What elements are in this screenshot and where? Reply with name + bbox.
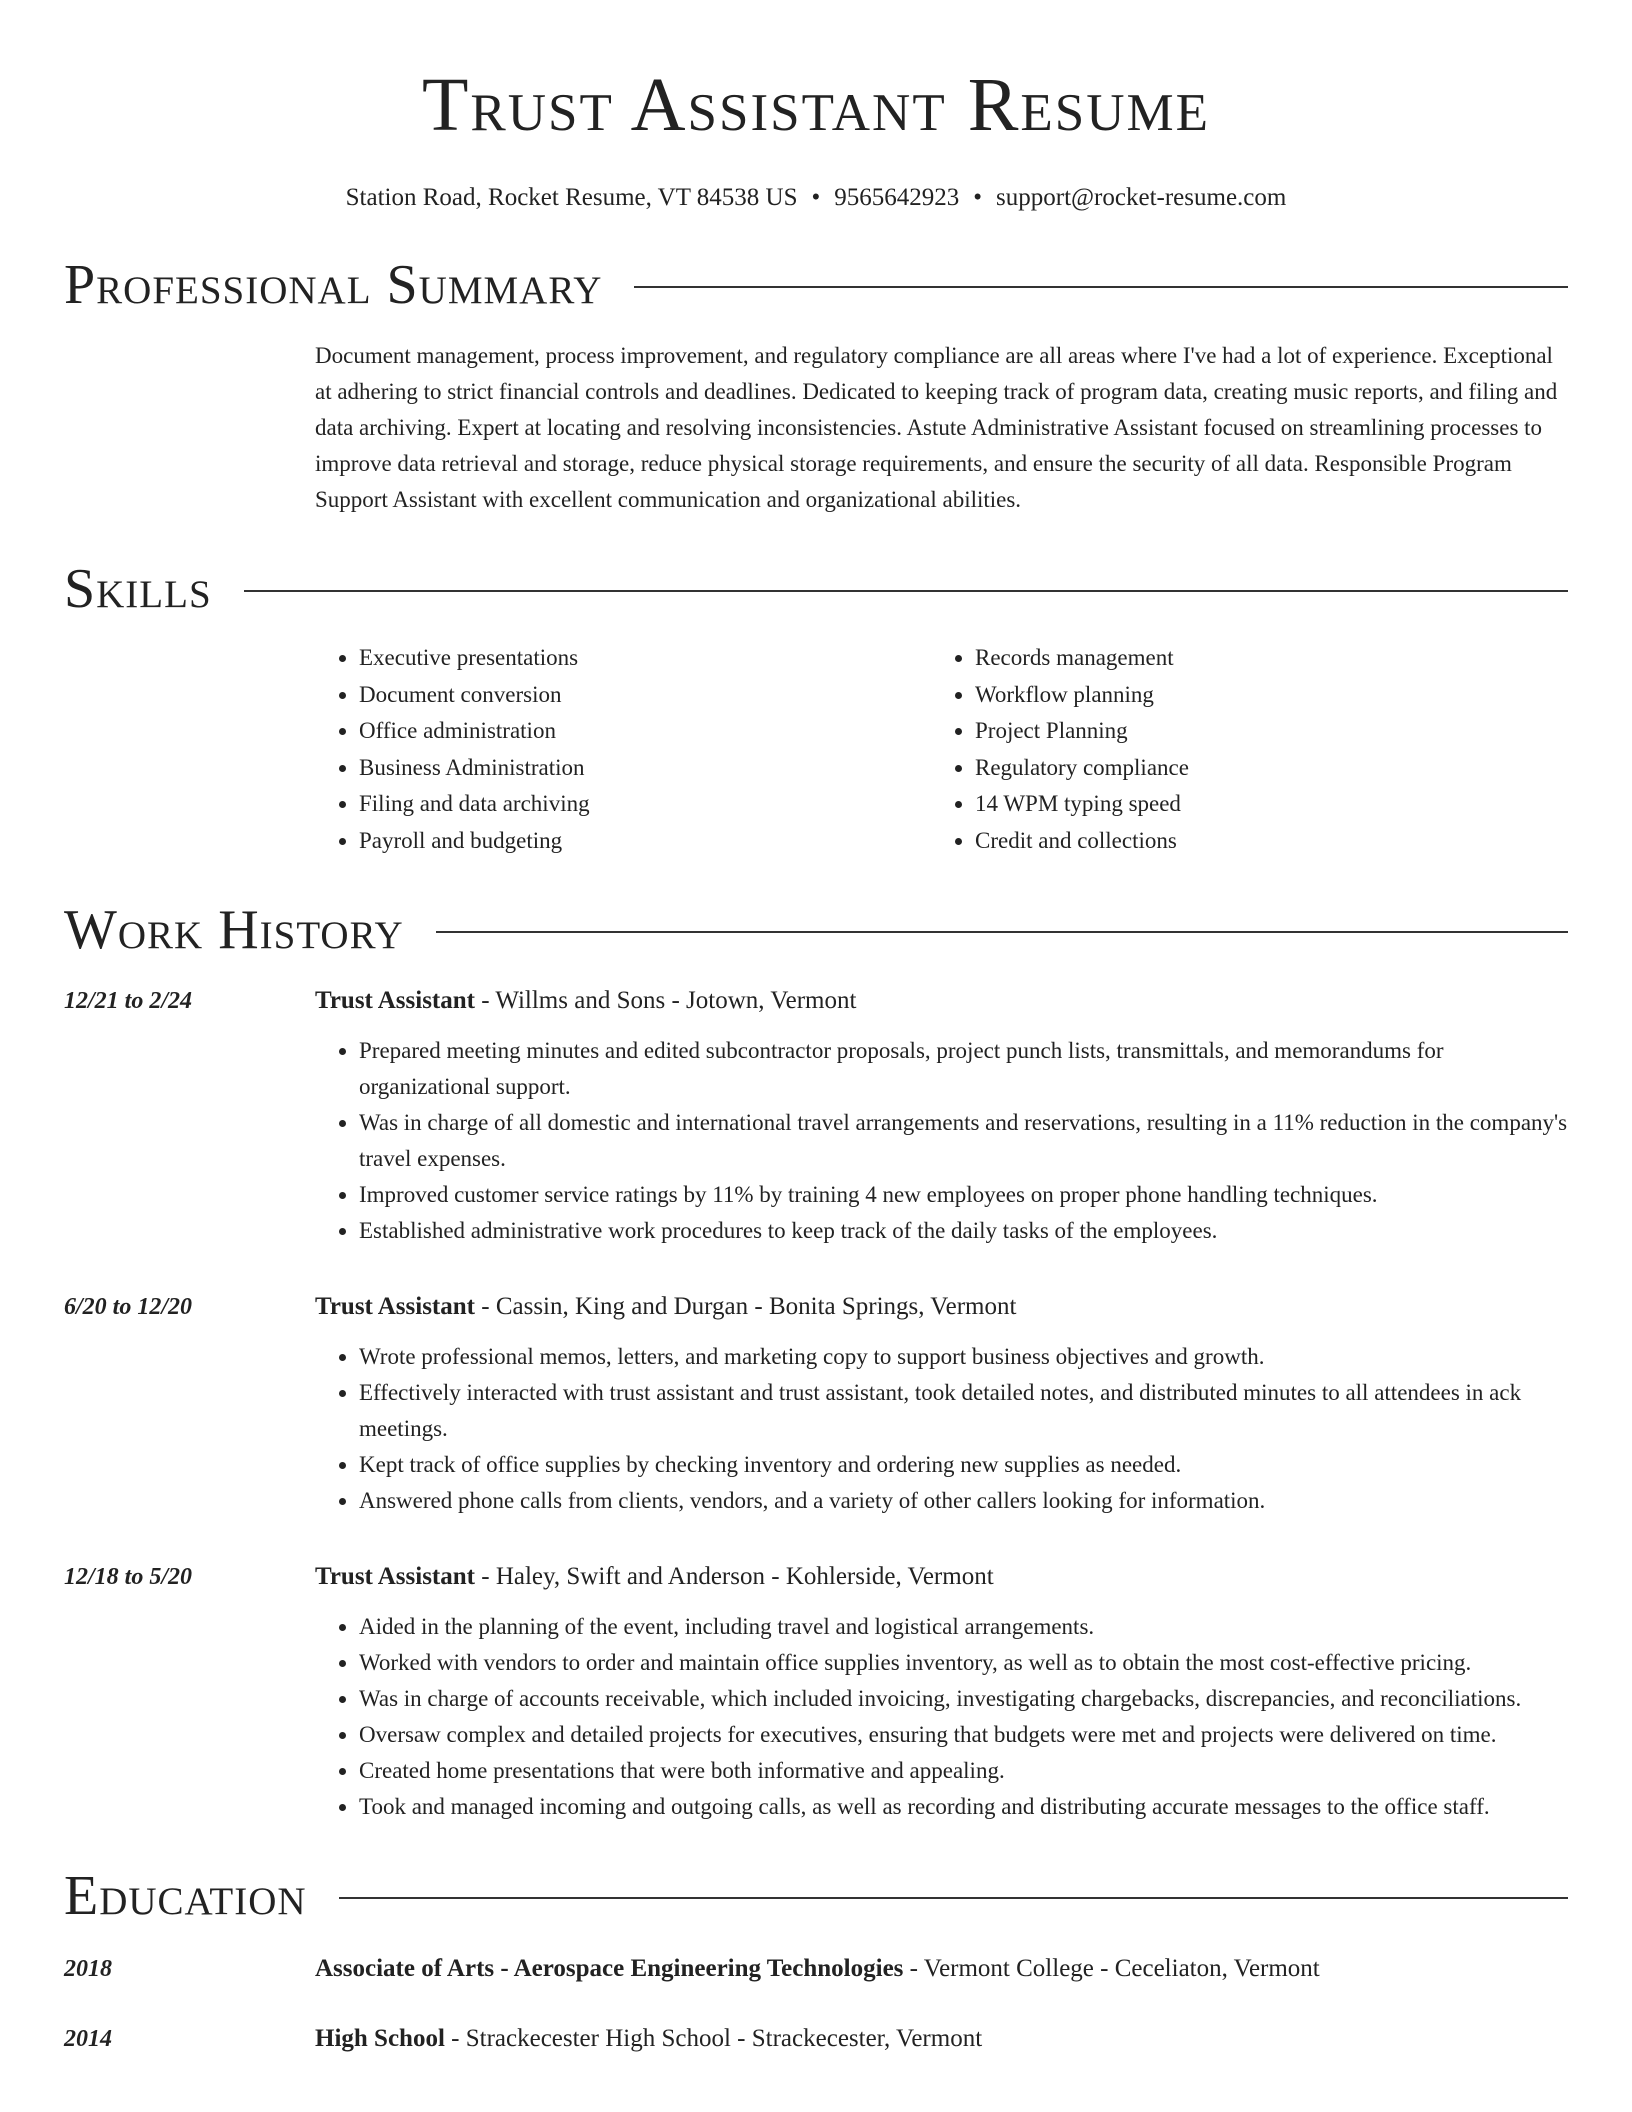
skill-item: • 14 WPM typing speed (975, 786, 1547, 823)
job-date: 6/20 to 12/20 (64, 1294, 193, 1320)
job-bullet: • Answered phone calls from clients, vendors, and a variety of other callers looking for information. (359, 1483, 1568, 1519)
job-bullets (315, 1339, 1568, 1519)
education-line (315, 1951, 1320, 1987)
education-degree: Associate of Arts - Aerospace Engineering Technologies (315, 1955, 904, 1982)
education-line (315, 2021, 982, 2057)
section-heading-education: Education (64, 1865, 307, 1927)
education-entry (64, 1951, 1568, 1987)
job-date: 12/18 to 5/20 (64, 1564, 193, 1590)
skill-item: • Records management (975, 640, 1547, 677)
job-body (315, 983, 1568, 1249)
section-heading-summary: Professional Summary (64, 254, 603, 316)
job-title: Trust Assistant (315, 1563, 475, 1590)
job-title: Trust Assistant (315, 987, 475, 1014)
job-bullet: • Was in charge of all domestic and international travel arrangements and reservations, resulting in a 11% reduction in the company's travel expenses. (359, 1105, 1568, 1177)
job-entry (64, 983, 1568, 1249)
summary-text: Document management, process improvement, and regulatory compliance are all areas where I've had a lot of experience. Exceptional at adhering to strict financial controls and deadlines. Dedicated to keeping track of program data, creating music reports, and filing and data archiving. Expert at locating and resolving inconsistencies. Astute Administrative Assistant focused on streamlining processes to improve data retrieval and storage, reduce physical storage requirements, and ensure the security of all data. Responsible Program Support Assistant with excellent communication and organizational abilities. (315, 343, 1558, 512)
job-heading (315, 1559, 1568, 1595)
job-bullet: • Kept track of office supplies by checking inventory and ordering new supplies as needed. (359, 1447, 1568, 1483)
job-body (315, 1559, 1568, 1825)
skill-item: • Filing and data archiving (359, 786, 931, 823)
job-bullet: • Created home presentations that were both informative and appealing. (359, 1753, 1568, 1789)
job-bullet: • Was in charge of accounts receivable, which included invoicing, investigating chargebacks, discrepancies, and reconciliations. (359, 1681, 1568, 1717)
skill-item: • Document conversion (359, 677, 931, 714)
job-bullet: • Improved customer service ratings by 11% by training 4 new employees on proper phone handling techniques. (359, 1177, 1568, 1213)
job-bullets (315, 1033, 1568, 1249)
skills-section-header (64, 558, 1568, 620)
job-bullet: • Effectively interacted with trust assistant and trust assistant, took detailed notes, and distributed minutes to all attendees in ack meetings. (359, 1375, 1568, 1447)
job-heading (315, 1289, 1568, 1325)
section-divider (339, 1897, 1568, 1899)
job-bullet: • Prepared meeting minutes and edited subcontractor proposals, project punch lists, transmittals, and memorandums for organizational support. (359, 1033, 1568, 1105)
skill-item: • Credit and collections (975, 823, 1547, 860)
separator-dot: • (973, 184, 983, 211)
skills-list-right (931, 640, 1547, 859)
job-bullet: • Oversaw complex and detailed projects for executives, ensuring that budgets were met and projects were delivered on time. (359, 1717, 1568, 1753)
section-heading-work: Work History (64, 899, 404, 961)
job-entry (64, 1559, 1568, 1825)
skill-item: • Business Administration (359, 750, 931, 787)
job-body (315, 1289, 1568, 1519)
job-bullets (315, 1609, 1568, 1825)
section-heading-skills: Skills (64, 558, 212, 620)
education-section-header (64, 1865, 1568, 1927)
education-degree: High School (315, 2025, 445, 2052)
work-section-header (64, 899, 1568, 961)
education-school: - Strackecester High School - Strackecester, Vermont (444, 2025, 983, 2052)
skills-list-left (315, 640, 931, 859)
contact-phone: 9565642923 (834, 184, 960, 211)
summary-section-header (64, 254, 1568, 316)
skill-item: • Payroll and budgeting (359, 823, 931, 860)
education-entry (64, 2021, 1568, 2057)
skill-item: • Workflow planning (975, 677, 1547, 714)
education-year: 2014 (64, 2026, 112, 2052)
job-bullet: • Established administrative work procedures to keep track of the daily tasks of the employees. (359, 1213, 1568, 1249)
section-divider (244, 590, 1568, 592)
job-bullet: • Worked with vendors to order and maintain office supplies inventory, as well as to obtain the most cost-effective pricing. (359, 1645, 1568, 1681)
skill-item: • Executive presentations (359, 640, 931, 677)
job-employer: - Willms and Sons - Jotown, Vermont (475, 987, 857, 1014)
contact-address: Station Road, Rocket Resume, VT 84538 US (345, 184, 798, 211)
section-divider (634, 286, 1568, 288)
skill-item: • Project Planning (975, 713, 1547, 750)
contact-email[interactable]: support@rocket-resume.com (996, 184, 1287, 211)
skill-item: • Office administration (359, 713, 931, 750)
skills-columns (315, 640, 1568, 859)
section-divider (436, 931, 1568, 933)
education-year: 2018 (64, 1956, 112, 1982)
job-entry (64, 1289, 1568, 1519)
resume-title: Trust Assistant Resume (421, 63, 1211, 147)
separator-dot: • (811, 184, 821, 211)
contact-line (64, 182, 1568, 214)
job-bullet: • Wrote professional memos, letters, and marketing copy to support business objectives and growth. (359, 1339, 1568, 1375)
job-bullet: • Took and managed incoming and outgoing calls, as well as recording and distributing accurate messages to the office staff. (359, 1789, 1568, 1825)
job-employer: - Cassin, King and Durgan - Bonita Springs, Vermont (475, 1293, 1017, 1320)
job-title: Trust Assistant (315, 1293, 475, 1320)
education-school: - Vermont College - Ceceliaton, Vermont (903, 1955, 1320, 1982)
job-bullet: • Aided in the planning of the event, including travel and logistical arrangements. (359, 1609, 1568, 1645)
job-date: 12/21 to 2/24 (64, 988, 193, 1014)
job-employer: - Haley, Swift and Anderson - Kohlerside, Vermont (475, 1563, 994, 1590)
skill-item: • Regulatory compliance (975, 750, 1547, 787)
job-heading (315, 983, 1568, 1019)
